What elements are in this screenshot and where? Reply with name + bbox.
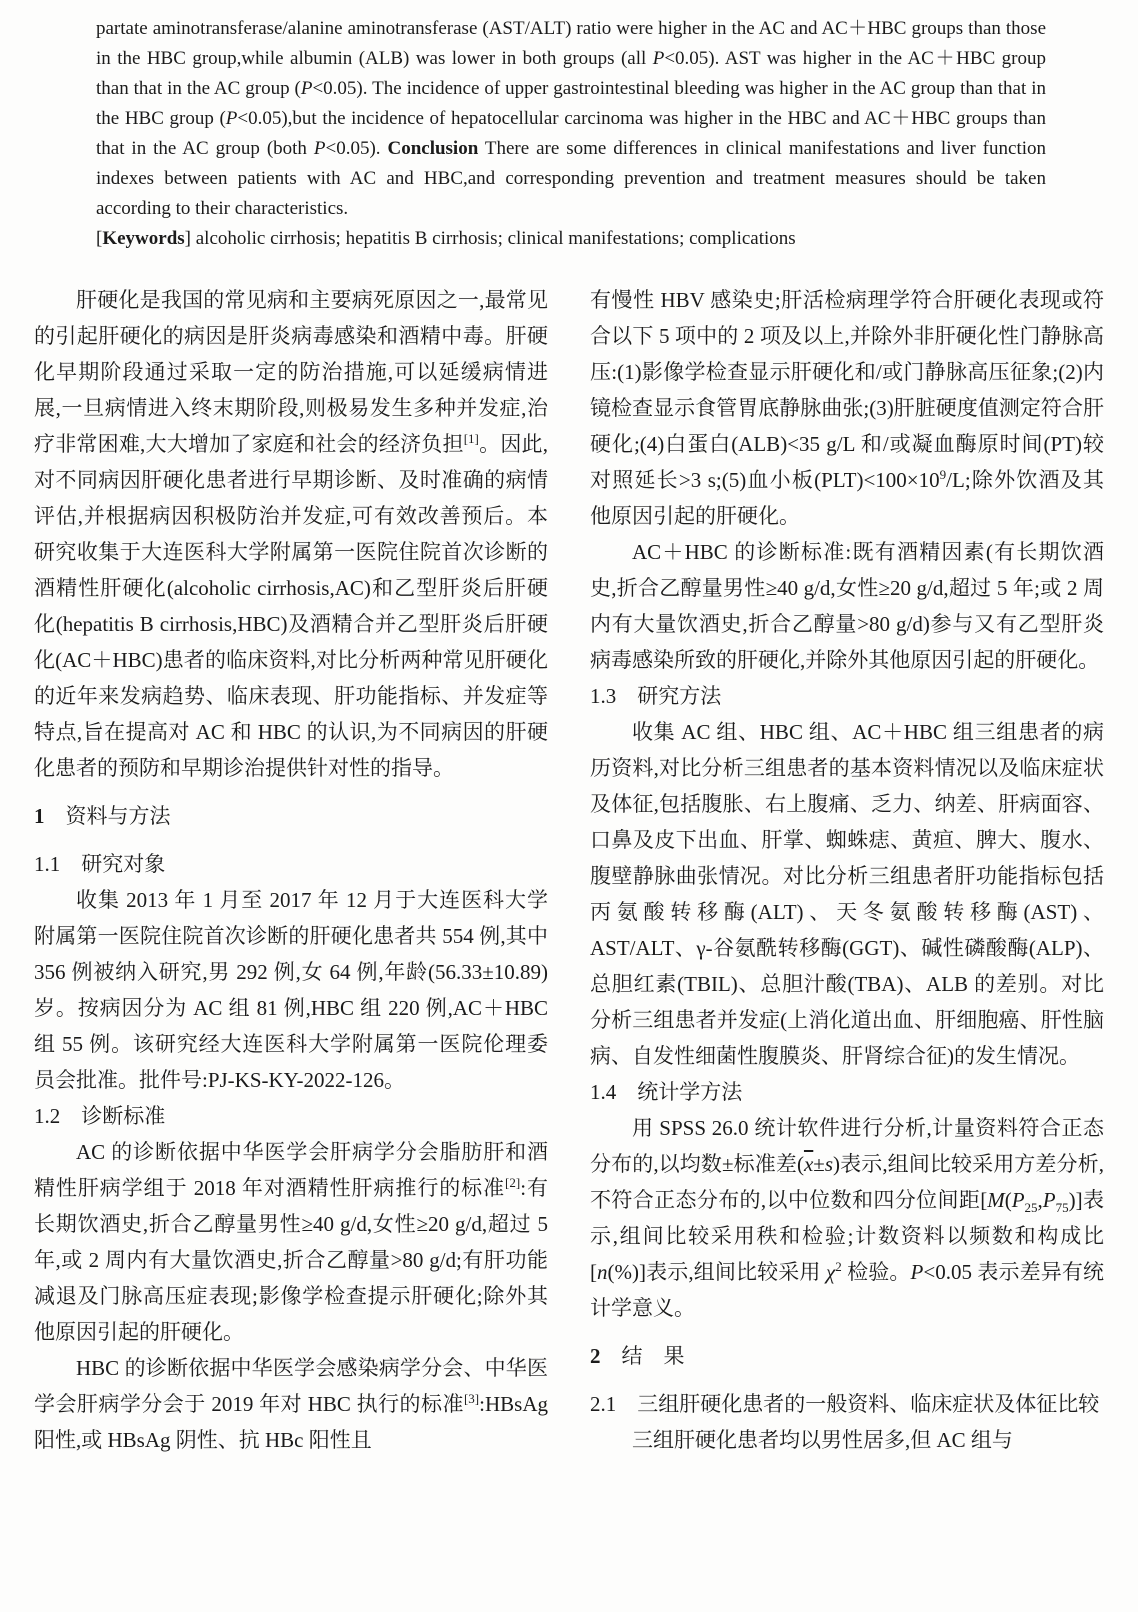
statistics-paragraph: 用 SPSS 26.0 统计软件进行分析,计量资料符合正态分布的,以均数±标准差$(\overline{x}\pm s)$表示,组间比较采用方差分析,不符合正态分布的,以中位数和四分位间距$[M(P_{25},P_{75})]$表示,组间比较采用秩和检验;计数资料以频数和构成比[n(%)]表示,组间比较采用 $\chi^2$ 检验。P<0.05 表示差异有统计学意义。: [590, 1116, 1105, 1320]
keywords-line: [Keywords] alcoholic cirrhosis; hepatitis B cirrhosis; clinical manifestations; complications: [96, 228, 796, 249]
section-2-heading: 2 结 果: [590, 1344, 685, 1368]
achbc-criteria-paragraph: AC＋HBC 的诊断标准:既有酒精因素(有长期饮酒史,折合乙醇量男性≥40 g/d,女性≥20 g/d,超过 5 年;或 2 周内有大量饮酒史,折合乙醇量>80 g/d)参与又有乙型肝炎病毒感染所致的肝硬化,并除外其他原因引起的肝硬化。: [590, 540, 1104, 672]
methods-paragraph: 收集 AC 组、HBC 组、AC＋HBC 组三组患者的病历资料,对比分析三组患者的基本资料情况以及临床症状及体征,包括腹胀、右上腹痛、乏力、纳差、肝病面容、口鼻及皮下出血、肝掌、蜘蛛痣、黄疸、脾大、腹水、腹壁静脉曲张情况。对比分析三组患者肝功能指标包括丙氨酸转移酶(ALT)、天冬氨酸转移酶(AST)、AST/ALT、γ-谷氨酰转移酶(GGT)、碱性磷酸酶(ALP)、总胆红素(TBIL)、总胆汁酸(TBA)、ALB 的差别。对比分析三组患者并发症(上消化道出血、肝细胞癌、肝性脑病、自发性细菌性腹膜炎、肝肾综合征)的发生情况。: [590, 720, 1104, 1068]
study-subjects-paragraph: 收集 2013 年 1 月至 2017 年 12 月于大连医科大学附属第一医院住院首次诊断的肝硬化患者共 554 例,其中 356 例被纳入研究,男 292 例,女 64 例,年龄(56.33±10.89)岁。按病因分为 AC 组 81 例,HBC 组 220 例,AC＋HBC 组 55 例。该研究经大连医科大学附属第一医院伦理委员会批准。批件号:PJ-KS-KY-2022-126。: [34, 888, 548, 1092]
two-column-body: [0, 254, 1138, 1458]
left-column: [34, 282, 548, 1458]
right-column: [590, 282, 1104, 1458]
results-paragraph: 三组肝硬化患者均以男性居多,但 AC 组与: [632, 1428, 1013, 1452]
section-1-1-heading: 1.1 研究对象: [34, 852, 166, 876]
abstract-paragraph: partate aminotransferase/alanine aminotransferase (AST/ALT) ratio were higher in the AC and AC＋HBC groups than those in the HBC group,while albumin (ALB) was lower in both groups (all P<0.05). AST was higher in the AC＋HBC group than that in the AC group (P<0.05). The incidence of upper gastrointestinal bleeding was higher in the AC group than that in the HBC group (P<0.05),but the incidence of hepatocellular carcinoma was higher in the HBC and AC＋HBC groups than that in the AC group (both P<0.05). Conclusion There are some differences in clinical manifestations and liver function indexes between patients with AC and HBC,and corresponding prevention and treatment measures should be taken according to their characteristics.: [96, 18, 1046, 219]
section-1-2-heading: 1.2 诊断标准: [34, 1104, 166, 1128]
section-1-4-heading: 1.4 统计学方法: [590, 1080, 743, 1104]
section-1-3-heading: 1.3 研究方法: [590, 684, 722, 708]
abstract-section: [0, 0, 1138, 254]
intro-paragraph: 肝硬化是我国的常见病和主要病死原因之一,最常见的引起肝硬化的病因是肝炎病毒感染和酒精中毒。肝硬化早期阶段通过采取一定的防治措施,可以延缓病情进展,一旦病情进入终末期阶段,则极易发生多种并发症,治疗非常困难,大大增加了家庭和社会的经济负担[1]。因此,对不同病因肝硬化患者进行早期诊断、及时准确的病情评估,并根据病因积极防治并发症,可有效改善预后。本研究收集于大连医科大学附属第一医院住院首次诊断的酒精性肝硬化(alcoholic cirrhosis,AC)和乙型肝炎后肝硬化(hepatitis B cirrhosis,HBC)及酒精合并乙型肝炎后肝硬化(AC＋HBC)患者的临床资料,对比分析两种常见肝硬化的近年来发病趋势、临床表现、肝功能指标、并发症等特点,旨在提高对 AC 和 HBC 的认识,为不同病因的肝硬化患者的预防和早期诊治提供针对性的指导。: [34, 288, 549, 780]
ac-criteria-paragraph: AC 的诊断依据中华医学会肝病学分会脂肪肝和酒精性肝病学组于 2018 年对酒精性肝病推行的标准[2]:有长期饮酒史,折合乙醇量男性≥40 g/d,女性≥20 g/d,超过 5 年,或 2 周内有大量饮酒史,折合乙醇量>80 g/d;有肝功能减退及门脉高压症表现;影像学检查提示肝硬化;除外其他原因引起的肝硬化。: [34, 1140, 548, 1344]
hbc-criteria-paragraph: HBC 的诊断依据中华医学会感染病学分会、中华医学会肝病学分会于 2019 年对 HBC 执行的标准[3]:HBsAg 阳性,或 HBsAg 阴性、抗 HBc 阳性且: [34, 1356, 548, 1452]
hbc-criteria-continuation-paragraph: 有慢性 HBV 感染史;肝活检病理学符合肝硬化表现或符合以下 5 项中的 2 项及以上,并除外非肝硬化性门静脉高压:(1)影像学检查显示肝硬化和/或门静脉高压征象;(2)内镜检查显示食管胃底静脉曲张;(3)肝脏硬度值测定符合肝硬化;(4)白蛋白(ALB)<35 g/L 和/或凝血酶原时间(PT)较对照延长>3 s;(5)血小板$(PLT)<100\times 10^9/L$;除外饮酒及其他原因引起的肝硬化。: [590, 288, 1104, 528]
section-1-heading: 1 资料与方法: [34, 804, 171, 828]
section-2-1-heading: 2.1 三组肝硬化患者的一般资料、临床症状及体征比较: [590, 1392, 1100, 1416]
